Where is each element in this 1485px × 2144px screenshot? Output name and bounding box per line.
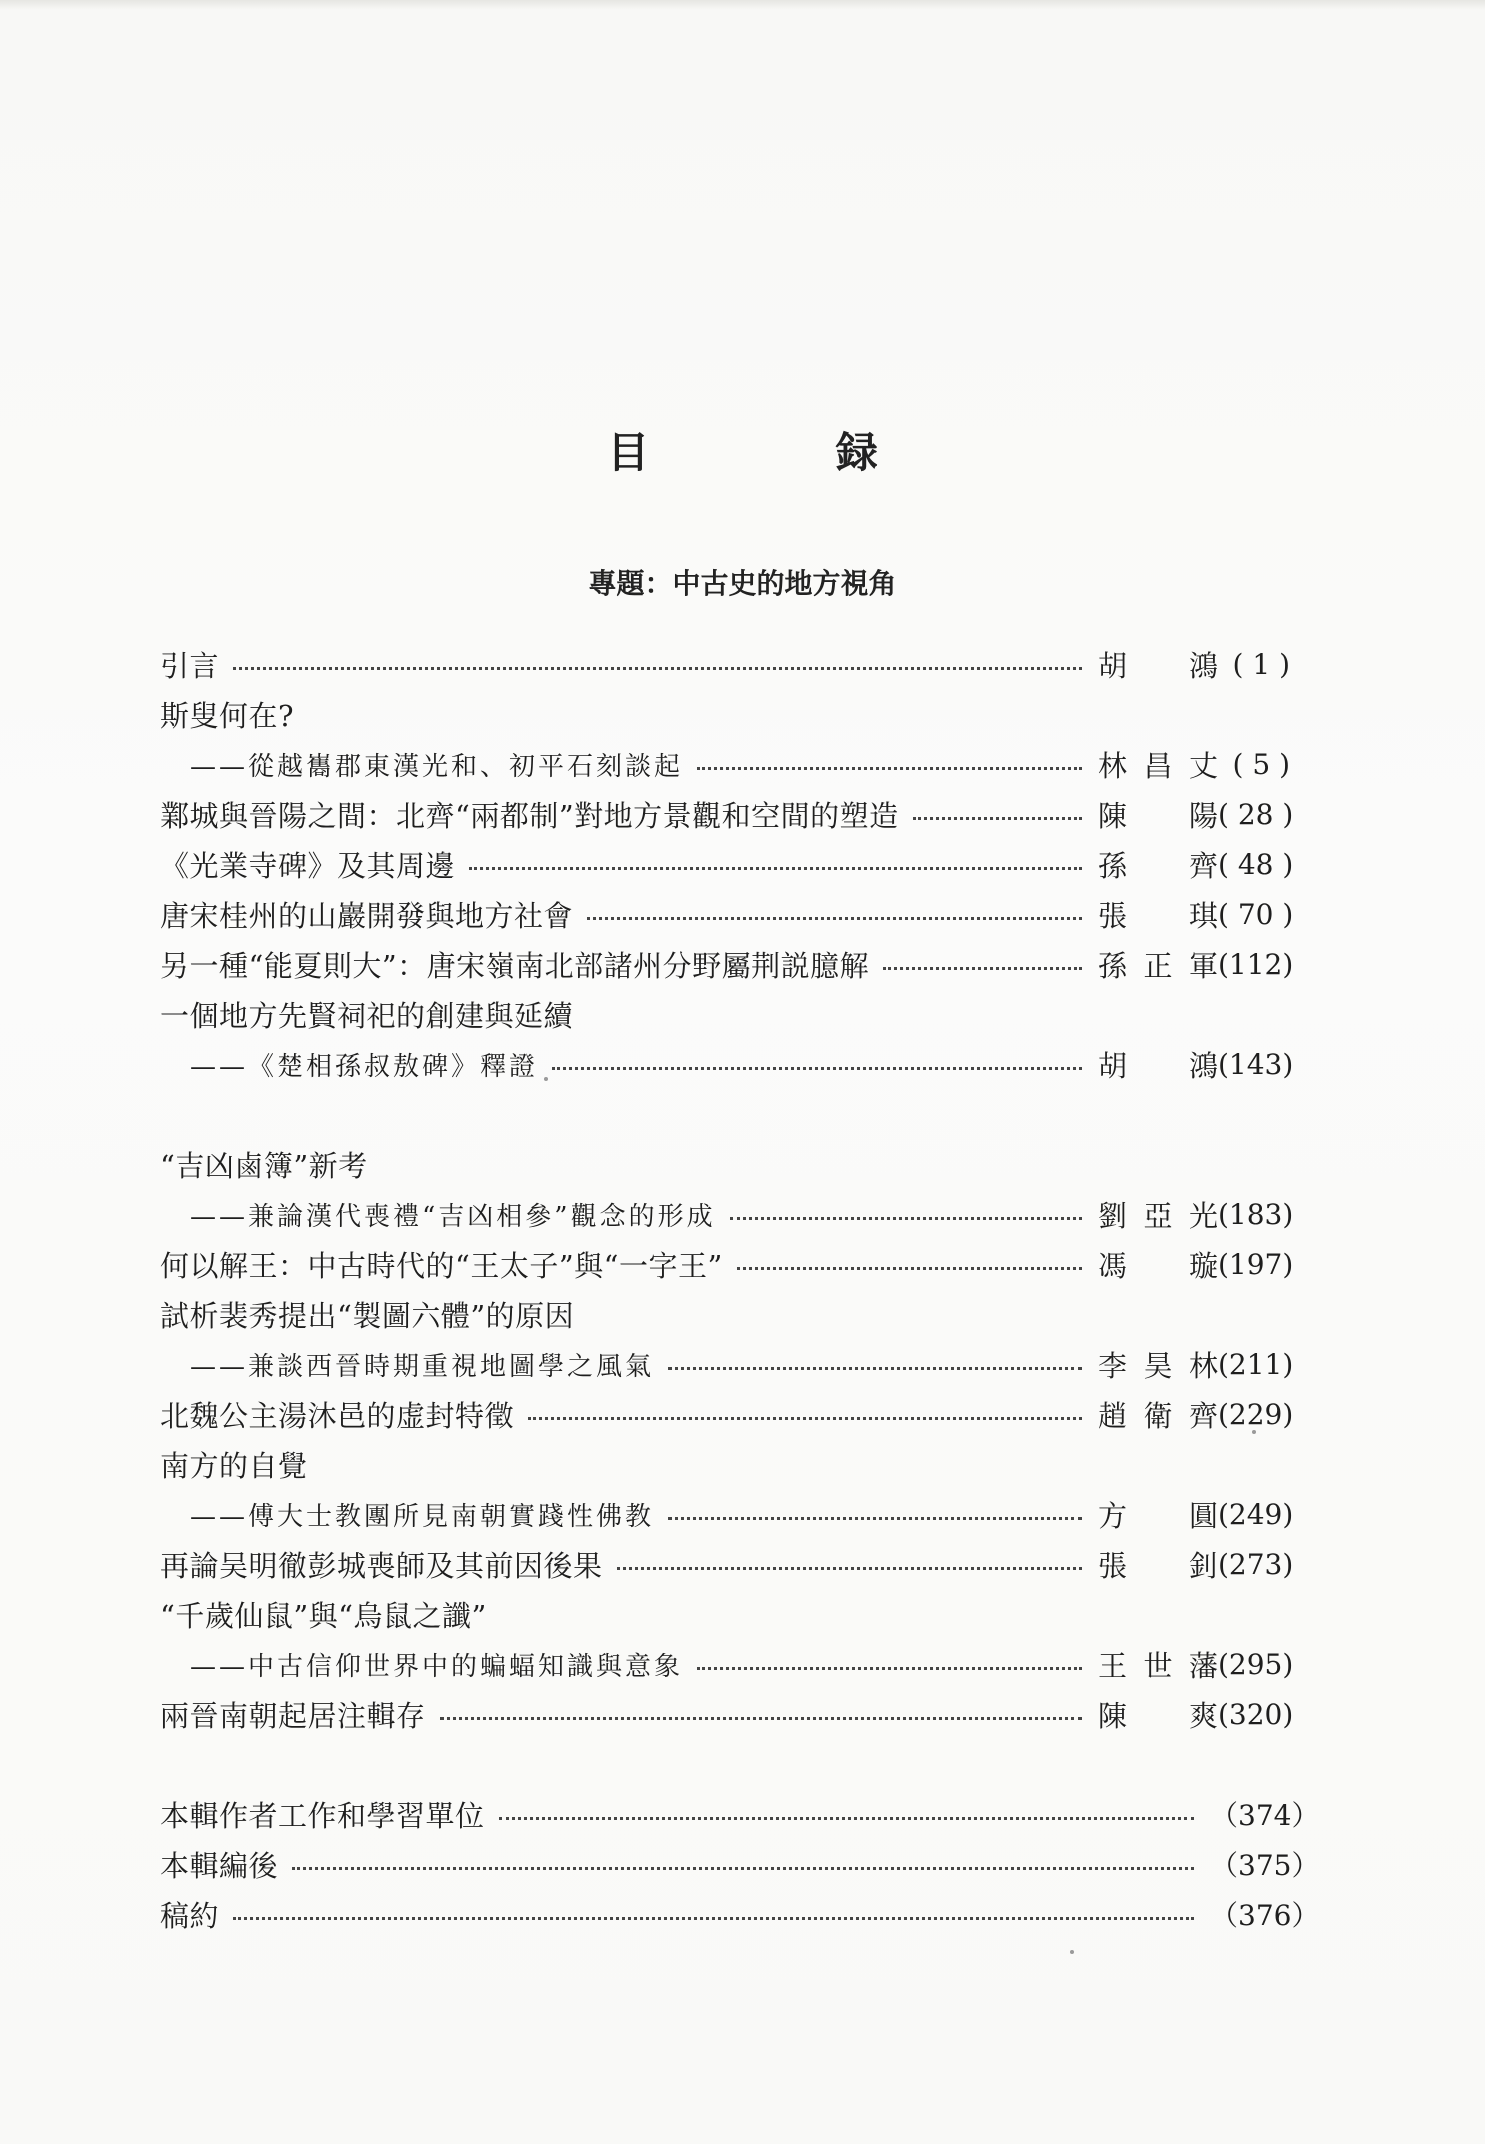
- toc-entry[interactable]: [160, 992, 1290, 1036]
- entry-title: 《光業寺碑》及其周邊: [160, 848, 456, 883]
- entry-title: “吉凶鹵簿”新考: [160, 1148, 368, 1183]
- leader-dots: [469, 867, 1082, 870]
- entry-title: 斯叟何在?: [160, 698, 295, 733]
- leader-dots: [617, 1567, 1082, 1570]
- toc-entry[interactable]: [160, 1392, 1294, 1436]
- toc-entry-backmatter[interactable]: [160, 1892, 1320, 1936]
- toc-entry[interactable]: [160, 842, 1294, 886]
- entry-author: 張 釗: [1098, 1548, 1218, 1583]
- entry-author: 馮 璇: [1098, 1248, 1218, 1283]
- entry-page: (211): [1218, 1347, 1294, 1381]
- toc-entry[interactable]: [160, 892, 1294, 936]
- entry-title: 試析裴秀提出“製圖六體”的原因: [160, 1298, 575, 1333]
- leader-dots: [233, 1917, 1194, 1920]
- scan-speck: [1070, 1950, 1074, 1954]
- leader-dots: [587, 917, 1082, 920]
- entry-title: 兩晉南朝起居注輯存: [160, 1698, 426, 1733]
- leader-dots: [552, 1067, 1082, 1070]
- toc-entry-backmatter[interactable]: [160, 1842, 1320, 1886]
- entry-title: 再論吴明徹彭城喪師及其前因後果: [160, 1548, 603, 1583]
- scan-edge: [0, 0, 1485, 10]
- leader-dots: [697, 1667, 1082, 1670]
- entry-page: (295): [1218, 1647, 1294, 1681]
- toc-entry[interactable]: [160, 792, 1294, 836]
- entry-page: (143): [1218, 1047, 1294, 1081]
- leader-dots: [697, 767, 1082, 770]
- entry-author: 胡 鴻: [1098, 1048, 1218, 1083]
- entry-title: 何以解王：中古時代的“王太子”與“一字王”: [160, 1248, 723, 1283]
- entry-author: 李昊林: [1098, 1348, 1218, 1383]
- leader-dots: [730, 1217, 1082, 1220]
- toc-entry[interactable]: [160, 1142, 1290, 1186]
- toc-entry[interactable]: [160, 1542, 1294, 1586]
- entry-author: 劉亞光: [1098, 1198, 1218, 1233]
- entry-author: 陳 陽: [1098, 798, 1218, 833]
- leader-dots: [668, 1367, 1082, 1370]
- entry-author: 胡 鴻: [1098, 648, 1218, 683]
- entry-page: (183): [1218, 1197, 1294, 1231]
- toc-entry-subtitle[interactable]: [190, 1042, 1294, 1086]
- toc-entry[interactable]: [160, 1692, 1294, 1736]
- entry-title: 北魏公主湯沐邑的虚封特徵: [160, 1398, 515, 1433]
- leader-dots: [440, 1717, 1082, 1720]
- entry-page: ( 28 ): [1218, 797, 1294, 831]
- entry-page: ( 48 ): [1218, 847, 1294, 881]
- toc-entry[interactable]: [160, 1592, 1290, 1636]
- entry-title: 鄴城與晉陽之間：北齊“兩都制”對地方景觀和空間的塑造: [160, 798, 899, 833]
- entry-author: 張 琪: [1098, 898, 1218, 933]
- entry-page: （375）: [1210, 1849, 1320, 1882]
- entry-page: (197): [1218, 1247, 1294, 1281]
- entry-page: ( 1 ): [1232, 647, 1290, 681]
- toc-entry-subtitle[interactable]: [190, 1342, 1294, 1386]
- entry-title: 唐宋桂州的山巖開發與地方社會: [160, 898, 574, 933]
- entry-author: 陳 爽: [1098, 1698, 1218, 1733]
- entry-page: (273): [1218, 1547, 1294, 1581]
- entry-author: 方 圓: [1098, 1498, 1218, 1533]
- leader-dots: [292, 1867, 1194, 1870]
- entry-title: 本輯編後: [160, 1848, 279, 1883]
- entry-title: “千歲仙鼠”與“烏鼠之讖”: [160, 1598, 487, 1633]
- entry-subtitle: ——從越巂郡東漢光和、初平石刻談起: [190, 751, 684, 782]
- entry-page: （376）: [1210, 1899, 1320, 1932]
- toc-entry[interactable]: [160, 642, 1290, 686]
- entry-subtitle: ——傅大士教團所見南朝實踐性佛教: [190, 1501, 655, 1532]
- leader-dots: [528, 1417, 1082, 1420]
- entry-title: 引言: [160, 648, 220, 683]
- entry-page: (229): [1218, 1397, 1294, 1431]
- section-header: 專題：中古史的地方視角: [588, 567, 897, 600]
- entry-title: 一個地方先賢祠祀的創建與延續: [160, 998, 574, 1033]
- toc-entry-subtitle[interactable]: [190, 1492, 1294, 1536]
- leader-dots: [499, 1817, 1194, 1820]
- entry-page: ( 5 ): [1232, 747, 1290, 781]
- entry-author: 王世藩: [1098, 1648, 1218, 1683]
- entry-page: (112): [1218, 947, 1294, 981]
- page-title: 目 録: [607, 428, 964, 477]
- entry-title: 稿約: [160, 1898, 220, 1933]
- entry-subtitle: ——兼論漢代喪禮“吉凶相參”觀念的形成: [190, 1201, 716, 1232]
- entry-title: 南方的自覺: [160, 1448, 308, 1483]
- entry-title: 另一種“能夏則大”：唐宋嶺南北部諸州分野屬荆説臆解: [160, 948, 870, 983]
- entry-author: 孫正軍: [1098, 948, 1218, 983]
- entry-author: 孫 齊: [1098, 848, 1218, 883]
- scan-speck: [544, 1077, 548, 1081]
- entry-subtitle: ——《楚相孫叔敖碑》釋證: [190, 1051, 539, 1082]
- entry-page: (320): [1218, 1697, 1294, 1731]
- leader-dots: [737, 1267, 1082, 1270]
- entry-subtitle: ——中古信仰世界中的蝙蝠知識與意象: [190, 1651, 684, 1682]
- entry-title: 本輯作者工作和學習單位: [160, 1798, 485, 1833]
- toc-entry[interactable]: [160, 1442, 1290, 1486]
- leader-dots: [913, 817, 1082, 820]
- entry-page: （374）: [1210, 1799, 1320, 1832]
- entry-author: 林昌丈: [1098, 748, 1218, 783]
- leader-dots: [233, 667, 1082, 670]
- entry-page: (249): [1218, 1497, 1294, 1531]
- toc-entry-subtitle[interactable]: [190, 742, 1290, 786]
- leader-dots: [668, 1517, 1082, 1520]
- toc-entry-backmatter[interactable]: [160, 1792, 1320, 1836]
- entry-author: 趙衛齊: [1098, 1398, 1218, 1433]
- toc-entry-subtitle[interactable]: [190, 1642, 1294, 1686]
- toc-entry[interactable]: [160, 1292, 1290, 1336]
- toc-entry[interactable]: [160, 692, 1290, 736]
- toc-entry-subtitle[interactable]: [190, 1192, 1294, 1236]
- toc-entry[interactable]: [160, 942, 1294, 986]
- entry-page: ( 70 ): [1218, 897, 1294, 931]
- leader-dots: [883, 967, 1082, 970]
- toc-entry[interactable]: [160, 1242, 1294, 1286]
- scan-speck: [1252, 1430, 1256, 1434]
- entry-subtitle: ——兼談西晉時期重視地圖學之風氣: [190, 1351, 655, 1382]
